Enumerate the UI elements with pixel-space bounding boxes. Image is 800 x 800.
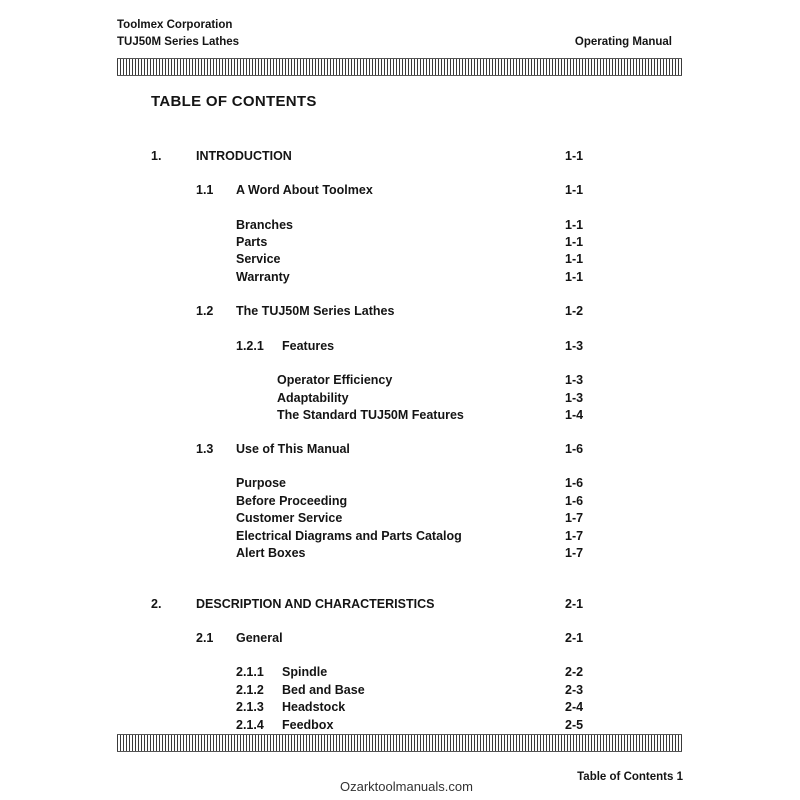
footer-page-label: Table of Contents 1 [577, 771, 683, 783]
toc-entry-page: 1-6 [565, 476, 584, 490]
toc-entry-title: Warranty [236, 270, 290, 284]
toc-entry-page: 1-3 [565, 391, 584, 405]
toc-entry-page: 2-1 [565, 631, 584, 645]
toc-entry [0, 406, 800, 424]
toc-entry-page: 1-2 [565, 304, 584, 318]
toc-entry-title: Alert Boxes [236, 546, 306, 560]
toc-entry [0, 544, 800, 562]
toc-entry-page: 1-1 [565, 235, 584, 249]
toc-entry-title: Purpose [236, 476, 287, 490]
toc-entry-title: Before Proceeding [236, 494, 348, 508]
toc-entry-page: 1-3 [565, 339, 584, 353]
toc-entry [0, 302, 800, 320]
toc-entry-title: Feedbox [282, 718, 334, 732]
toc-entry [0, 595, 800, 613]
footer-website: Ozarktoolmanuals.com [340, 779, 473, 794]
toc-entry [0, 233, 800, 251]
toc-entry [0, 629, 800, 647]
toc-entry [0, 698, 800, 716]
toc-entry-page: 1-6 [565, 494, 584, 508]
toc-entry [0, 663, 800, 681]
toc-entry-number: 2.1.3 [236, 700, 264, 714]
toc-entry-page: 1-7 [565, 546, 584, 560]
toc-entry-page: 1-4 [565, 408, 584, 422]
toc-entry [0, 474, 800, 492]
toc-entry [0, 371, 800, 389]
toc-entry-page: 1-6 [565, 442, 584, 456]
toc-entry-page: 1-7 [565, 529, 584, 543]
toc-entry-title: INTRODUCTION [196, 149, 292, 163]
toc-entry-number: 2.1 [196, 631, 214, 645]
toc-entry-number: 1.2.1 [236, 339, 264, 353]
toc-entry-page: 2-4 [565, 700, 584, 714]
toc-entry [0, 268, 800, 286]
toc-entry-page: 1-1 [565, 218, 584, 232]
toc-entry-number: 1. [151, 149, 162, 163]
toc-entry [0, 492, 800, 510]
toc-entry-page: 1-1 [565, 270, 584, 284]
toc-entry-title: Spindle [282, 665, 328, 679]
toc-entry [0, 509, 800, 527]
toc-entry [0, 440, 800, 458]
toc-entry-title: Service [236, 252, 281, 266]
toc-entry-title: DESCRIPTION AND CHARACTERISTICS [196, 597, 435, 611]
toc-entry-title: Customer Service [236, 511, 343, 525]
company-name: Toolmex Corporation [117, 19, 233, 31]
toc-entry-title: Branches [236, 218, 293, 232]
toc-entry [0, 389, 800, 407]
toc-entry-number: 1.1 [196, 183, 214, 197]
toc-entry-title: Bed and Base [282, 683, 365, 697]
toc-entry-title: General [236, 631, 283, 645]
footer-barcode-rule [117, 734, 682, 752]
toc-entry-title: Use of This Manual [236, 442, 350, 456]
toc-entry [0, 527, 800, 545]
toc-entry-page: 2-3 [565, 683, 584, 697]
toc-entry-page: 1-1 [565, 252, 584, 266]
toc-entry-title: Features [282, 339, 335, 353]
toc-entry-title: Electrical Diagrams and Parts Catalog [236, 529, 462, 543]
toc-entry-title: The Standard TUJ50M Features [277, 408, 464, 422]
series-name: TUJ50M Series Lathes [117, 36, 240, 48]
toc-entry-number: 1.2 [196, 304, 214, 318]
toc-entry-number: 2.1.2 [236, 683, 264, 697]
toc-entry [0, 337, 800, 355]
toc-entry [0, 250, 800, 268]
toc-entry-page: 1-3 [565, 373, 584, 387]
toc-entry-title: Adaptability [277, 391, 349, 405]
toc-entry-number: 2.1.4 [236, 718, 264, 732]
toc-entry-title: The TUJ50M Series Lathes [236, 304, 395, 318]
toc-entry-page: 1-1 [565, 183, 584, 197]
toc-entry [0, 181, 800, 199]
toc-entry [0, 681, 800, 699]
toc-entry-page: 2-2 [565, 665, 584, 679]
toc-title: TABLE OF CONTENTS [151, 93, 317, 110]
toc-entry-page: 1-7 [565, 511, 584, 525]
manual-type: Operating Manual [574, 36, 672, 48]
toc-entry-page: 1-1 [565, 149, 584, 163]
toc-entry-page: 2-1 [565, 597, 584, 611]
toc-entry-title: Headstock [282, 700, 346, 714]
toc-entry-number: 2. [151, 597, 162, 611]
toc-entry-page: 2-5 [565, 718, 584, 732]
toc-entry [0, 216, 800, 234]
toc-entry-title: Parts [236, 235, 268, 249]
toc-entry [0, 147, 800, 165]
toc-entry-number: 1.3 [196, 442, 214, 456]
toc-entry-title: A Word About Toolmex [236, 183, 373, 197]
toc-entry-title: Operator Efficiency [277, 373, 393, 387]
toc-entry [0, 716, 800, 734]
toc-entry-number: 2.1.1 [236, 665, 264, 679]
